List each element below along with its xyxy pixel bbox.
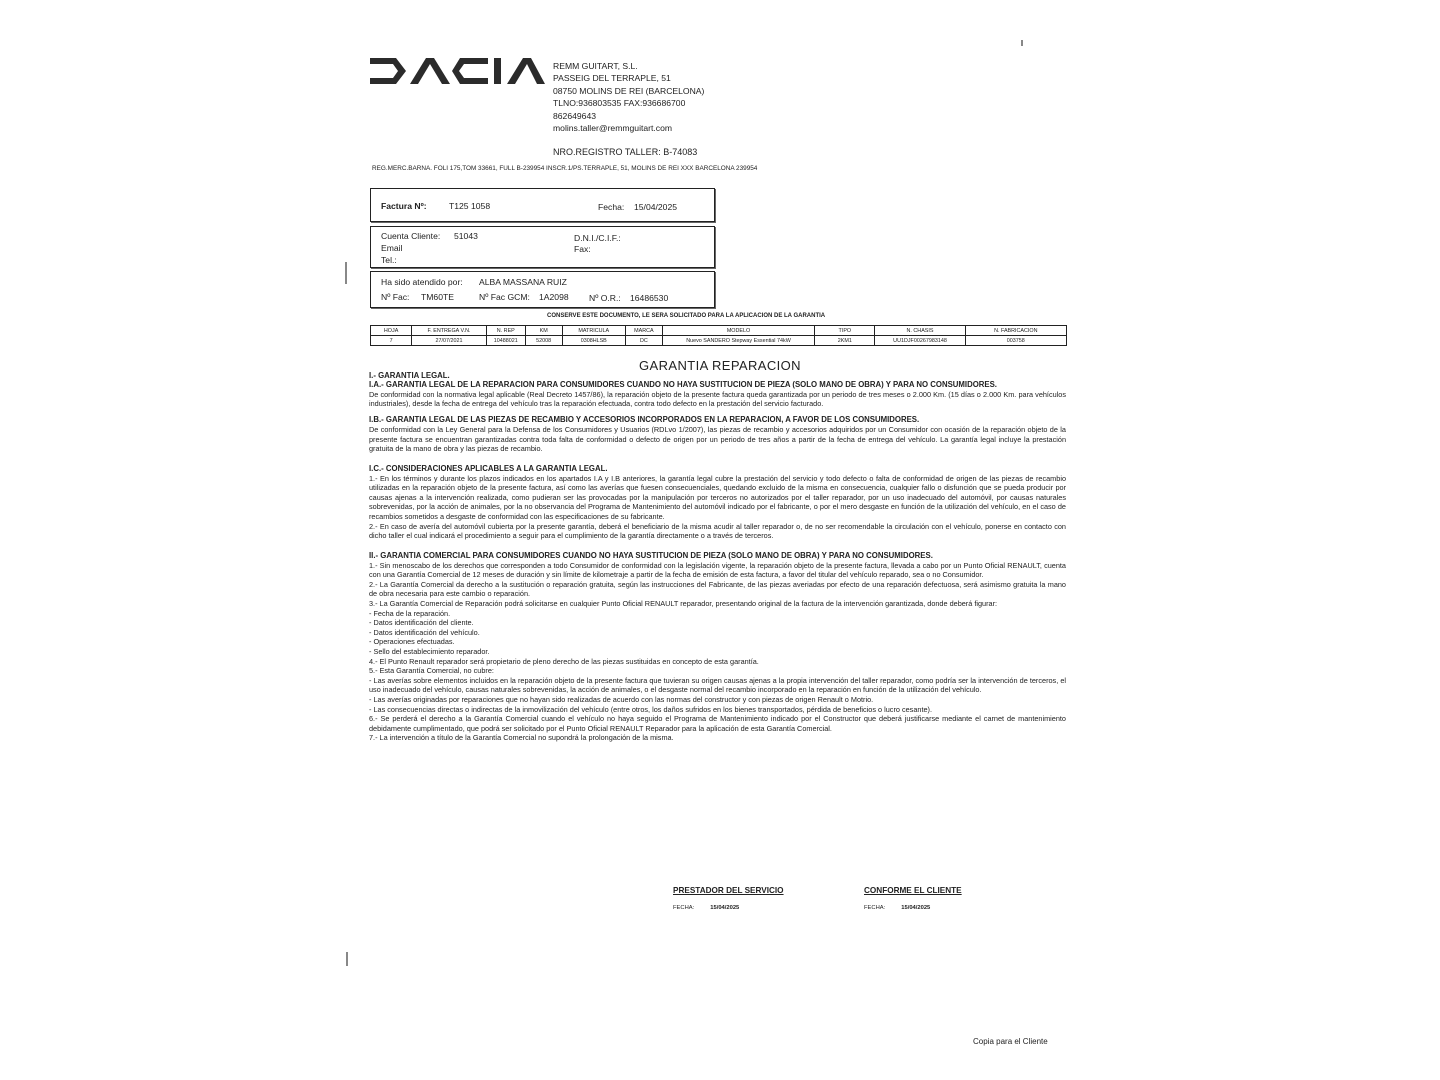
- cuenta-value: 51043: [454, 231, 478, 241]
- section-text: De conformidad con la normativa legal aplicable (Real Decreto 1457/86), la reparación objeto de la presente factura queda garantizada por un periodo de tres meses o 2.000 Km. (15 días o 2.000 Km. para vehículos industriales), desde la fecha de entrega del vehículo tras la reparación efectuada, contra todo defecto en la prestación del servicio facturado.: [369, 389, 1066, 409]
- table-header-cell: N. FABRICACION: [965, 326, 1066, 336]
- dealer-line: PASSEIG DEL TERRAPLE, 51: [553, 73, 671, 84]
- dealer-line: REMM GUITART, S.L.: [553, 61, 638, 71]
- table-header-cell: MODELO: [662, 326, 815, 336]
- table-cell: 0308HLSB: [562, 336, 625, 346]
- list-item: - Sello del establecimiento reparador.: [369, 647, 490, 656]
- dealer-address: [553, 60, 704, 134]
- list-item: - Datos identificación del cliente.: [369, 618, 474, 628]
- table-cell: 2KM1: [815, 336, 875, 346]
- table-header-cell: HOJA: [371, 326, 412, 336]
- list-item: - Datos identificación del vehículo.: [369, 627, 480, 637]
- section-heading: I.A.- GARANTIA LEGAL DE LA REPARACION PARA CONSUMIDORES CUANDO NO HAYA SUSTITUCION DE PIEZA (SOLO MANO DE OBRA) Y PARA NO CONSUMIDORES.: [369, 379, 997, 389]
- dealer-line: molins.taller@remmguitart.com: [553, 123, 673, 134]
- list-item: - Operaciones efectuadas.: [369, 637, 455, 647]
- factura-label: Factura Nº:: [381, 201, 427, 211]
- section-text: De conformidad con la Ley General para la Defensa de los Consumidores y Usuarios (RDLvo 1/2007), las piezas de recambio y accesorios adquiridos por un Consumidor con ocasión de la reparación objeto de la presente factura se encuentran garantizadas contra toda falta de conformidad o defecto de origen por un periodo de tres años a partir de la fecha de entrega del vehículo. La garantía legal incluye la prestación gratuita de la mano de obra y las piezas de recambio.: [369, 424, 1066, 454]
- fax-label: Fax:: [574, 244, 591, 254]
- section-text: 2.- La Garantía Comercial da derecho a la sustitución o reparación gratuita, según las instrucciones del Fabricante, de las piezas averiadas por efecto de una reparación defectuosa, será asimismo gratuita la mano de obra necesaria para este cambio o reparación.: [369, 579, 1066, 599]
- dealer-line: 08750 MOLINS DE REI (BARCELONA): [553, 85, 705, 96]
- scan-mark: [346, 952, 348, 966]
- table-header-cell: F. ENTREGA V.N.: [412, 326, 487, 336]
- copy-footer: Copia para el Cliente: [973, 1037, 1048, 1046]
- table-row: [371, 336, 1067, 346]
- table-cell: 27/07/2021: [412, 336, 487, 346]
- nfac-value: TM60TE: [421, 292, 454, 302]
- conserve-notice: CONSERVE ESTE DOCUMENTO, LE SERA SOLICITADO PARA LA APLICACION DE LA GARANTIA: [547, 313, 826, 319]
- table-cell: 7: [371, 336, 412, 346]
- table-header-cell: TIPO: [815, 326, 875, 336]
- dni-label: D.N.I./C.I.F.:: [574, 233, 621, 243]
- registro-taller: NRO.REGISTRO TALLER: B-74083: [553, 147, 698, 157]
- fecha-value: 15/04/2025: [710, 905, 740, 911]
- fecha-label: FECHA:: [864, 905, 886, 911]
- warranty-body: [369, 372, 1066, 743]
- conforme-fecha: [864, 905, 930, 911]
- section-text: 2.- En caso de avería del automóvil cubierta por la presente garantía, deberá el beneficiario de la misma acudir al taller reparador o, de no ser recomendable la circulación con el vehículo, ponerse en contacto con dicho taller el cual indicará el procedimiento a seguir para el cumplimiento de la garantía directamente o a través de terceros.: [369, 521, 1066, 541]
- or-label: Nº O.R.:: [589, 293, 621, 303]
- tel-label: Tel.:: [381, 255, 397, 265]
- section-heading: II.- GARANTIA COMERCIAL PARA CONSUMIDORES CUANDO NO HAYA SUSTITUCION DE PIEZA (SOLO MANO DE OBRA) Y PARA NO CONSUMIDORES.: [369, 550, 933, 560]
- table-cell: 003758: [965, 336, 1066, 346]
- dacia-logo: [370, 58, 545, 84]
- section-text: 4.- El Punto Renault reparador será propietario de pleno derecho de las piezas sustituidas en concepto de esta garantía.: [369, 656, 759, 666]
- section-text: 3.- La Garantía Comercial de Reparación podrá solicitarse en cualquier Punto Oficial RENAULT reparador, presentando original de la factura de la intervención garantizada, donde deberá figurar:: [369, 599, 998, 609]
- table-header-cell: MATRICULA: [562, 326, 625, 336]
- fecha-label: FECHA:: [673, 905, 695, 911]
- table-cell: 52008: [525, 336, 562, 346]
- table-cell: Nuevo SANDERO Stepway Essential 74kW: [662, 336, 815, 346]
- section-text: - Las averías originadas por reparaciones que no hayan sido realizadas de acuerdo con las normas del constructor y con piezas de origen Renault o Motrio.: [369, 694, 874, 704]
- gcm-label: Nº Fac GCM:: [479, 292, 530, 302]
- section-text: 6.- Se perderá el derecho a la Garantía Comercial cuando el vehículo no haya seguido el Programa de Mantenimiento indicado por el Constructor que deberá justificarse mediante el carnet de mantenimiento debidamente cumplimentado, que podrá ser solicitado por el Punto Oficial RENAULT Reparador para la aplicación de esta Garantía Comercial.: [369, 714, 1066, 733]
- scan-mark: [345, 262, 347, 284]
- invoice-box: [370, 188, 715, 222]
- section-text: - Las averías sobre elementos incluidos en la reparación objeto de la presente factura que tuvieran su origen causas ajenas a la propia intervención del taller reparador, como podría ser la intervención de terceros, el uso inadecuado del vehículo, causas naturales sobrevenidas, la acción de animales, o el desgaste normal del recambio incorporado en la reparación en función de la utilización del vehículo.: [369, 675, 1066, 695]
- section-heading: I.B.- GARANTIA LEGAL DE LAS PIEZAS DE RECAMBIO Y ACCESORIOS INCORPORADOS EN LA REPARACION, A FAVOR DE LOS CONSUMIDORES.: [369, 415, 920, 424]
- conforme-title: CONFORME EL CLIENTE: [864, 886, 962, 895]
- section-text: 1.- Sin menoscabo de los derechos que corresponden a todo Consumidor de conformidad con la legislación vigente, la reparación objeto de la presente factura, llevada a cabo por un Punto Oficial RENAULT, cuenta con una Garantía Comercial de 12 meses de duración y sin límite de kilometraje a partir de la fecha de emisión de esta factura, a favor del titular del vehículo reparado, sea o no Consumidor.: [369, 560, 1066, 580]
- scan-mark: [1021, 40, 1023, 46]
- table-cell: DC: [625, 336, 662, 346]
- factura-value: T125 1058: [449, 201, 491, 211]
- table-header-cell: KM: [525, 326, 562, 336]
- document-title: GARANTIA REPARACION: [639, 358, 801, 373]
- table-header-cell: N. REP: [486, 326, 525, 336]
- list-item: - Fecha de la reparación.: [369, 608, 451, 618]
- vehicle-table: [370, 325, 1067, 346]
- attended-box: [370, 271, 715, 308]
- section-text: 5.- Esta Garantía Comercial, no cubre:: [369, 666, 494, 676]
- attended-label: Ha sido atendido por:: [381, 277, 463, 287]
- dealer-line: TLNO:936803535 FAX:936686700: [553, 98, 686, 109]
- or-value: 16486530: [630, 293, 669, 303]
- section-heading: I.- GARANTIA LEGAL.: [369, 371, 450, 380]
- prestador-fecha: [673, 905, 739, 911]
- table-header-cell: N. CHASIS: [875, 326, 965, 336]
- table-header-cell: MARCA: [625, 326, 662, 336]
- table-cell: 10488021: [486, 336, 525, 346]
- client-box: [370, 226, 715, 268]
- section-text: 7.- La intervención a título de la Garantía Comercial no supondrá la prolongación de la misma.: [369, 733, 674, 743]
- registro-mercantil: REG.MERC.BARNA. FOLI 175,TOM 33661, FULL B-239954 INSCR.1/PS.TERRAPLE, 51, MOLINS DE REI XXX BARCELONA 239954: [372, 165, 758, 172]
- section-text: 1.- En los términos y durante los plazos indicados en los apartados I.A y I.B anteriores, la garantía legal cubre la prestación del servicio y todo defecto o falta de conformidad de origen de las piezas de recambio utilizadas en la reparación objeto de la presente factura, así como las averías que fuesen consecuenciales, quedando excluido de la misma en consecuencia, cualquier fallo o disfunción que se pueda producir por causas ajenas a la intervención realizada, como pudieran ser las provocadas por la manipulación por terceros no autorizados por el taller reparador, por un uso inadecuado del automóvil, por causas naturales sobrevenidas, por la acción de animales, por la no observancia del Programa de Mantenimiento del automóvil indicado por el fabricante, o por el mero desgaste en función de la utilización del vehículo, en el caso de recambios sometidos a desgaste de conformidad con las especificaciones de su fabricante.: [369, 473, 1066, 521]
- prestador-title: PRESTADOR DEL SERVICIO: [673, 886, 784, 895]
- attended-value: ALBA MASSANA RUIZ: [479, 277, 567, 287]
- section-heading: I.C.- CONSIDERACIONES APLICABLES A LA GARANTIA LEGAL.: [369, 463, 608, 473]
- section-text: - Las consecuencias directas o indirectas de la inmovilización del vehículo (entre otros, los daños sufridos en los bienes transportados, pérdida de beneficios o lucro cesante).: [369, 704, 932, 714]
- fecha-label: Fecha:: [598, 202, 625, 212]
- cuenta-label: Cuenta Cliente:: [381, 231, 441, 241]
- nfac-label: Nº Fac:: [381, 292, 410, 302]
- table-header-row: [371, 326, 1067, 336]
- email-label: Email: [381, 243, 403, 253]
- dealer-line: 862649643: [553, 110, 597, 121]
- gcm-value: 1A2098: [539, 292, 569, 302]
- fecha-value: 15/04/2025: [901, 905, 931, 911]
- table-cell: UU1DJF00267983148: [875, 336, 965, 346]
- fecha-value: 15/04/2025: [634, 202, 678, 212]
